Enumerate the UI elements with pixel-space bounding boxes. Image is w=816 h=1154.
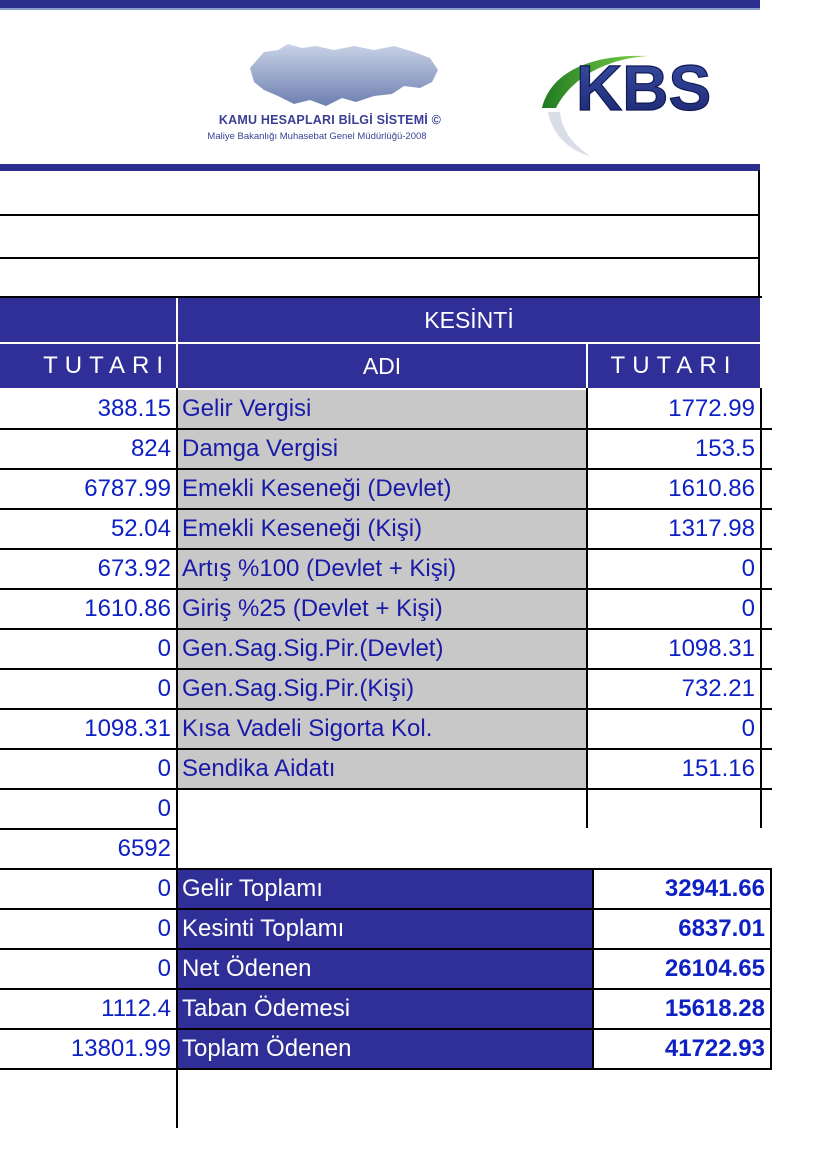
deduction-name: Damga Vergisi: [178, 430, 586, 468]
deduction-amount: 1772.99: [588, 390, 760, 428]
deduction-amount: 153.5: [588, 430, 760, 468]
left-header-spacer: [0, 298, 176, 342]
kesinti-section-title: KESİNTİ: [178, 298, 760, 342]
deduction-name-header: ADI: [178, 344, 586, 388]
row-divider: [178, 788, 772, 790]
summary-label: Net Ödenen: [178, 950, 592, 988]
deduction-name: Gelir Vergisi: [178, 390, 586, 428]
deduction-name: Gen.Sag.Sig.Pir.(Devlet): [178, 630, 586, 668]
deduction-name: Artış %100 (Devlet + Kişi): [178, 550, 586, 588]
deduction-amount: 0: [588, 550, 760, 588]
table-border-right: [760, 388, 762, 828]
deduction-amount: 1098.31: [588, 630, 760, 668]
deduction-name: Sendika Aidatı: [178, 750, 586, 788]
left-amount-cell: 6592: [117, 835, 171, 862]
deduction-name: Emekli Keseneği (Kişi): [178, 510, 586, 548]
summary-value: 41722.93: [594, 1030, 770, 1068]
header-band: [0, 164, 760, 171]
table-border-right: [758, 170, 760, 298]
deduction-amount: 0: [588, 590, 760, 628]
column-border: [586, 388, 588, 828]
top-band: [0, 0, 760, 8]
left-amount-cell: 388.15: [97, 395, 171, 422]
deduction-name: Kısa Vadeli Sigorta Kol.: [178, 710, 586, 748]
deduction-amount: 732.21: [588, 670, 760, 708]
left-amount-cell: 52.04: [110, 515, 171, 542]
left-amount-cell: 1112.4: [101, 995, 171, 1022]
left-amount-cell: 0: [157, 795, 171, 822]
deduction-amount: 1610.86: [588, 470, 760, 508]
summary-value: 32941.66: [594, 870, 770, 908]
deduction-amount: 0: [588, 710, 760, 748]
deduction-name: Gen.Sag.Sig.Pir.(Kişi): [178, 670, 586, 708]
row-divider: [178, 1068, 772, 1070]
summary-label: Toplam Ödenen: [178, 1030, 592, 1068]
logo-title: KAMU HESAPLARI BİLGİ SİSTEMİ ©: [218, 113, 442, 127]
left-amount-cell: 0: [157, 955, 171, 982]
deduction-name: Emekli Keseneği (Devlet): [178, 470, 586, 508]
left-amount-cell: 0: [157, 755, 171, 782]
deduction-amount: 1317.98: [588, 510, 760, 548]
row-divider: [0, 214, 760, 216]
left-amount-cell: 1610.86: [84, 595, 171, 622]
header-separator: [178, 342, 760, 344]
row-divider: [0, 1068, 176, 1070]
left-amount-cell: 824: [130, 435, 171, 462]
top-line: [0, 8, 760, 10]
left-amount-cell: 0: [157, 915, 171, 942]
left-amount-cell: 673.92: [97, 555, 171, 582]
summary-value: 6837.01: [594, 910, 770, 948]
logo-subtitle: Maliye Bakanlığı Muhasebat Genel Müdürlüğü-2008: [207, 131, 427, 142]
turkey-map-logo: [244, 40, 444, 112]
left-amount-cell: 1098.31: [84, 715, 171, 742]
left-amount-cell: 0: [157, 875, 171, 902]
column-border: [592, 868, 594, 1068]
row-divider: [178, 868, 772, 870]
summary-value: 15618.28: [594, 990, 770, 1028]
deduction-amount-header: TUTARI: [588, 344, 760, 388]
table-border-right: [770, 868, 772, 1068]
summary-label: Taban Ödemesi: [178, 990, 592, 1028]
summary-label: Gelir Toplamı: [178, 870, 592, 908]
kbs-logo: [528, 48, 748, 158]
left-amount-header: TUTARI: [0, 344, 176, 388]
header-separator: [586, 344, 588, 388]
summary-label: Kesinti Toplamı: [178, 910, 592, 948]
deduction-name: Giriş %25 (Devlet + Kişi): [178, 590, 586, 628]
left-amount-cell: 13801.99: [70, 1035, 171, 1062]
left-amount-cell: 0: [157, 635, 171, 662]
row-divider: [0, 257, 760, 259]
deduction-amount: 151.16: [588, 750, 760, 788]
kbs-brand-text: KBS: [576, 52, 712, 124]
left-amount-cell: 6787.99: [84, 475, 171, 502]
summary-value: 26104.65: [594, 950, 770, 988]
left-amount-cell: 0: [157, 675, 171, 702]
